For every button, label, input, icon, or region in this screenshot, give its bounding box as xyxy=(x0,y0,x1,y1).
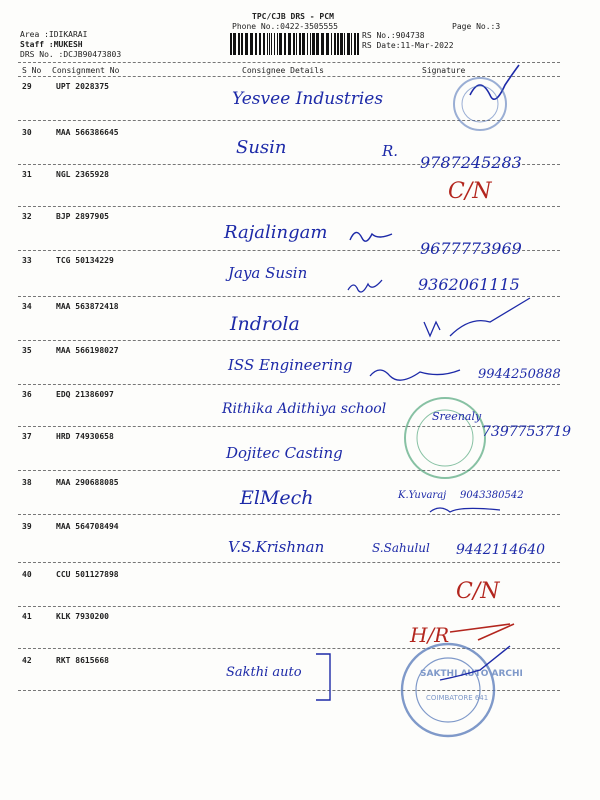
row-divider xyxy=(18,296,560,297)
barcode-bar xyxy=(245,33,248,55)
document-title: TPC/CJB DRS - PCM xyxy=(252,12,334,21)
barcode-bar xyxy=(307,33,308,55)
serial-number: 31 xyxy=(22,170,32,179)
barcode-bar xyxy=(238,33,240,55)
row-divider xyxy=(18,426,560,427)
consignment-number: MAA 564708494 xyxy=(56,522,119,531)
row-divider xyxy=(18,120,560,121)
barcode-bar xyxy=(269,33,270,55)
serial-number: 34 xyxy=(22,302,32,311)
row-divider xyxy=(18,250,560,251)
consignee-36: Rithika Adithiya school xyxy=(222,401,387,417)
status-41: H/R xyxy=(410,623,450,647)
barcode-bar xyxy=(230,33,232,55)
signature-33 xyxy=(348,280,382,292)
barcode-bar xyxy=(241,33,243,55)
status-31: C/N xyxy=(448,179,492,204)
consignee-34: Indrola xyxy=(230,313,300,335)
phone-33: 9362061115 xyxy=(418,275,520,294)
table-row xyxy=(0,302,600,316)
consignee-39: V.S.Krishnan xyxy=(228,538,325,556)
row-divider xyxy=(18,690,560,691)
barcode-bar xyxy=(288,33,291,55)
consignment-number: BJP 2897905 xyxy=(56,212,109,221)
serial-number: 29 xyxy=(22,82,32,91)
row-divider xyxy=(18,206,560,207)
barcode-bar xyxy=(337,33,339,55)
staff-label: Staff :MUKESH xyxy=(20,40,83,49)
consignee-30: Susin xyxy=(236,137,287,158)
row-divider xyxy=(18,384,560,385)
barcode-bar xyxy=(274,33,275,55)
table-row xyxy=(0,346,600,360)
barcode-bar xyxy=(293,33,295,55)
consignment-number: HRD 74930658 xyxy=(56,432,114,441)
rs-date: RS Date:11-Mar-2022 xyxy=(362,41,454,50)
barcode-bar xyxy=(351,33,352,55)
barcode-bar xyxy=(277,33,278,55)
row-divider xyxy=(18,648,560,649)
consignment-number: CCU 501127898 xyxy=(56,570,119,579)
serial-number: 39 xyxy=(22,522,32,531)
table-row xyxy=(0,656,600,670)
divider xyxy=(18,76,560,77)
row-divider xyxy=(18,514,560,515)
phone-38: 9043380542 xyxy=(460,490,524,501)
barcode-bar xyxy=(347,33,350,55)
divider xyxy=(18,62,560,63)
serial-number: 42 xyxy=(22,656,32,665)
barcode-bar xyxy=(310,33,311,55)
consignee-33: Jaya Susin xyxy=(228,264,308,282)
barcode-bar xyxy=(312,33,315,55)
phone-32: 9677773969 xyxy=(420,239,522,258)
rs-number: RS No.:904738 xyxy=(362,31,425,40)
signature-38: K.Yuvaraj xyxy=(398,490,447,501)
barcode-bar xyxy=(263,33,265,55)
consignee-37: Dojitec Casting xyxy=(226,444,343,462)
consignment-number: UPT 2028375 xyxy=(56,82,109,91)
row-divider xyxy=(18,470,560,471)
barcode-bar xyxy=(255,33,257,55)
barcode-bar xyxy=(302,33,305,55)
barcode-bar xyxy=(331,33,332,55)
signature-scribble xyxy=(430,508,500,512)
barcode-bar xyxy=(267,33,268,55)
barcode-bar xyxy=(271,33,272,55)
phone-30: 9787245283 xyxy=(420,153,522,172)
barcode-bar xyxy=(344,33,345,55)
phone-35: 9944250888 xyxy=(478,367,561,382)
row-divider xyxy=(18,606,560,607)
table-row xyxy=(0,522,600,536)
area-label: Area :IDIKARAI xyxy=(20,30,88,39)
drs-number: DRS No. :DCJB90473803 xyxy=(20,50,122,59)
serial-number: 33 xyxy=(22,256,32,265)
consignment-number: MAA 566198027 xyxy=(56,346,119,355)
signature-30: R. xyxy=(382,142,399,160)
stamp-city: COIMBATORE 641 xyxy=(426,694,489,702)
consignment-number: MAA 563872418 xyxy=(56,302,119,311)
barcode-bar xyxy=(284,33,286,55)
phone-39: 9442114640 xyxy=(456,542,546,558)
row-divider xyxy=(18,562,560,563)
table-row xyxy=(0,612,600,626)
table-row xyxy=(0,82,600,96)
barcode-bar xyxy=(326,33,329,55)
serial-number: 30 xyxy=(22,128,32,137)
signature-39: S.Sahulul xyxy=(372,541,430,555)
table-row xyxy=(0,256,600,270)
serial-number: 37 xyxy=(22,432,32,441)
consignment-number: EDQ 21386097 xyxy=(56,390,114,399)
barcode-bar xyxy=(296,33,297,55)
row-divider xyxy=(18,164,560,165)
consignment-number: TCG 50134229 xyxy=(56,256,114,265)
barcode-bar xyxy=(233,33,236,55)
col-consignment: Consignment No xyxy=(52,66,120,75)
row-divider xyxy=(18,340,560,341)
serial-number: 41 xyxy=(22,612,32,621)
consignment-number: MAA 290688085 xyxy=(56,478,119,487)
consignment-number: NGL 2365928 xyxy=(56,170,109,179)
consignee-29: Yesvee Industries xyxy=(232,89,384,109)
barcode-bar xyxy=(321,33,324,55)
barcode-bar xyxy=(334,33,336,55)
table-row xyxy=(0,212,600,226)
barcode-bar xyxy=(357,33,359,55)
serial-number: 36 xyxy=(22,390,32,399)
col-signature: Signature xyxy=(422,66,466,75)
phone-36: 7397753719 xyxy=(482,424,572,440)
consignment-number: MAA 566386645 xyxy=(56,128,119,137)
serial-number: 35 xyxy=(22,346,32,355)
consignment-number: RKT 8615668 xyxy=(56,656,109,665)
signature-32 xyxy=(350,232,392,241)
consignment-number: KLK 7930200 xyxy=(56,612,109,621)
barcode-bar xyxy=(259,33,261,55)
barcode-bar xyxy=(340,33,343,55)
signature-36: Sreenaly xyxy=(432,410,482,423)
table-row xyxy=(0,478,600,492)
barcode-bar xyxy=(354,33,356,55)
status-40: C/N xyxy=(456,579,500,604)
consignee-38: ElMech xyxy=(240,487,314,509)
col-consignee: Consignee Details xyxy=(242,66,324,75)
signature-35 xyxy=(370,370,460,380)
phone-number: Phone No.:0422-3505555 xyxy=(232,22,338,31)
page-number: Page No.:3 xyxy=(452,22,501,31)
table-row xyxy=(0,432,600,446)
serial-number: 32 xyxy=(22,212,32,221)
barcode-bar xyxy=(250,33,253,55)
serial-number: 38 xyxy=(22,478,32,487)
barcode-bar xyxy=(279,33,282,55)
barcode-bar xyxy=(299,33,301,55)
consignee-42: Sakthi auto xyxy=(226,665,302,680)
table-row xyxy=(0,570,600,584)
consignee-35: ISS Engineering xyxy=(228,356,353,374)
col-sno: S No xyxy=(22,66,42,75)
table-row xyxy=(0,390,600,404)
strike-mark xyxy=(450,624,514,640)
consignee-32: Rajalingam xyxy=(224,222,328,243)
table-row xyxy=(0,170,600,184)
serial-number: 40 xyxy=(22,570,32,579)
barcode-bar xyxy=(316,33,319,55)
table-row xyxy=(0,128,600,142)
stamp-text: SAKTHI AUTO ARCHI xyxy=(420,669,523,679)
barcode-icon xyxy=(230,33,360,55)
